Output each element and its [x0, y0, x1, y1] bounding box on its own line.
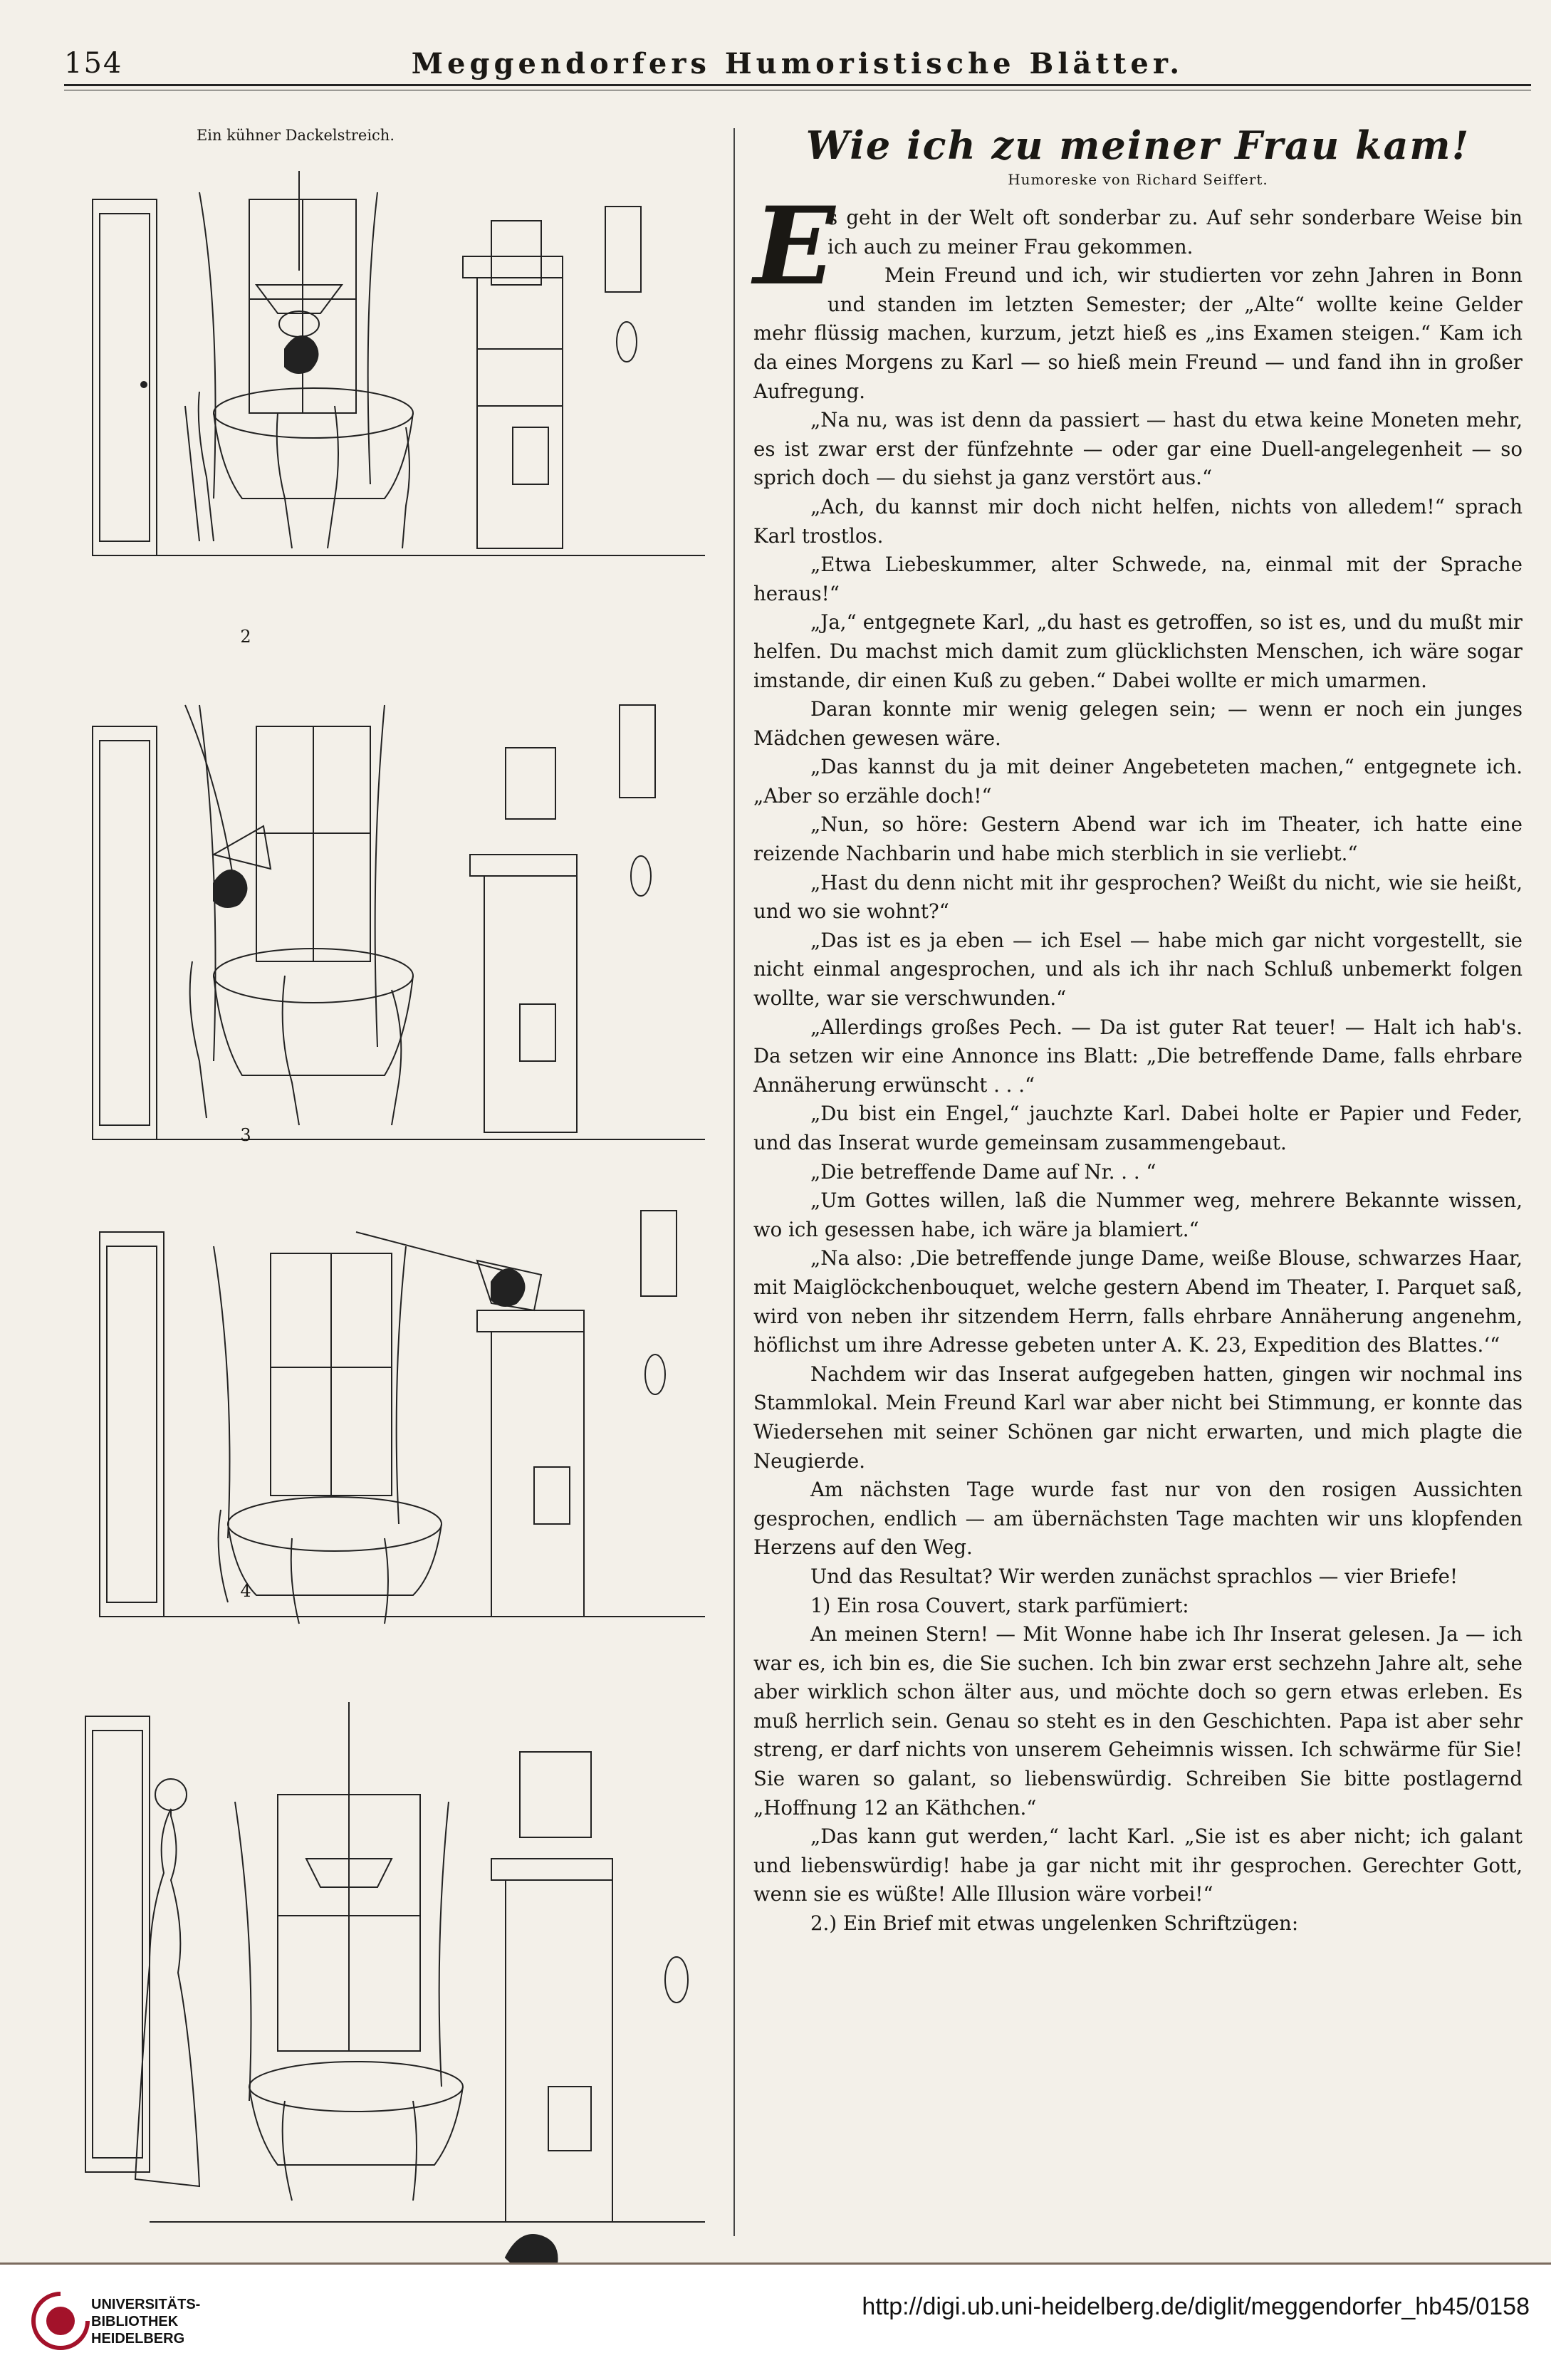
- article-body: [753, 184, 1523, 1938]
- article-column: [753, 114, 1523, 1938]
- page-header: [64, 44, 1531, 80]
- header-rule: [64, 84, 1531, 86]
- paragraph: „Das ist es ja eben — ich Esel — habe mich gar nicht vorgestellt, sie nicht einmal angesprochen, und als ich ihr nach Schluß unbemerkt folgen wollte, war sie verschwunden.“: [753, 928, 1523, 1011]
- illustration-caption: Ein kühner Dackelstreich.: [196, 127, 395, 144]
- paragraph: „Um Gottes willen, laß die Nummer weg, mehrere Bekannte wissen, wo ich gesessen habe, ich wäre ja blamiert.“: [753, 1189, 1523, 1241]
- institution-name: UNIVERSITÄTS- BIBLIOTHEK HEIDELBERG: [91, 2297, 201, 2347]
- column-divider: [733, 128, 735, 2236]
- paragraph: Mein Freund und ich, wir studierten vor zehn Jahren in Bonn und standen im letzten Semester; der „Alte“ wollte keine Gelder mehr flüssig machen, kurzum, jetzt hieß es „ins Examen steigen.“ Kam ich da eines Morgens zu Karl — so hieß mein Freund — und fand ihn in großer Aufregung.: [753, 263, 1523, 403]
- paragraph: „Nun, so höre: Gestern Abend war ich im Theater, ich hatte eine reizende Nachbarin und habe mich sterblich in sie verliebt.“: [753, 813, 1523, 866]
- paragraph: 2.) Ein Brief mit etwas ungelenken Schriftzügen:: [810, 1911, 1299, 1936]
- paragraph: „Ja,“ entgegnete Karl, „du hast es getroffen, so ist es, und du mußt mir helfen. Du machst mich damit zum glücklichsten Menschen, ich wäre sogar imstande, dir einen Kuß zu geben.“ Dabei wollte er mich umarmen.: [753, 610, 1523, 692]
- paragraph: „Das kannst du ja mit deiner Angebeteten machen,“ entgegnete ich. „Aber so erzähle doch!“: [753, 755, 1523, 808]
- paragraph: E s geht in der Welt oft sonderbar zu. Auf sehr sonderbare Weise bin ich auch zu meiner Frau gekommen.: [753, 184, 1523, 309]
- paragraph: „Ach, du kannst mir doch nicht helfen, nichts von alledem!“ sprach Karl trostlos.: [753, 494, 1523, 548]
- paragraph: Nachdem wir das Inserat aufgegeben hatten, gingen wir nochmal ins Stammlokal. Mein Freund Karl war aber nicht bei Stimmung, er konnte das Wiedersehen mit seiner Schönen gar nicht erwarten, und mich plagte die Neugierde.: [753, 1362, 1523, 1473]
- panel-number: 3: [240, 1125, 251, 1145]
- paragraph: Am nächsten Tage wurde fast nur von den rosigen Aussichten gesprochen, endlich — am übernächsten Tage machten wir uns klopfenden Herzens auf den Weg.: [753, 1478, 1523, 1560]
- comic-panel-3: [78, 1168, 719, 1652]
- paragraph: „Hast du denn nicht mit ihr gesprochen? Weißt du nicht, wie sie heißt, und wo sie wohnt?“: [753, 870, 1523, 924]
- university-seal-icon: [28, 2289, 93, 2353]
- room-scene-2: [78, 662, 719, 1189]
- paragraph: „Na also: ‚Die betreffende junge Dame, weiße Blouse, schwarzes Haar, mit Maiglöckchenbouquet, welche gestern Abend im Theater, I. Parquet saß, wird von neben ihr sitzendem Herrn, falls ehrbare Annäherung angenehm, höflichst um ihre Adresse gebeten unter A. K. 23, Expedition des Blattes.‘“: [753, 1246, 1523, 1357]
- article-title: Wie ich zu meiner Frau kam!: [805, 122, 1471, 168]
- panel-number: 2: [240, 627, 251, 647]
- paragraph: „Die betreffende Dame auf Nr. . . “: [810, 1159, 1156, 1184]
- paragraph: „Etwa Liebeskummer, alter Schwede, na, einmal mit der Sprache heraus!“: [753, 553, 1523, 605]
- paragraph: „Du bist ein Engel,“ jauchzte Karl. Dabei holte er Papier und Feder, und das Inserat wurde gemeinsam zusammengebaut.: [753, 1102, 1523, 1154]
- drop-cap: E: [753, 184, 835, 309]
- paragraph: Und das Resultat? Wir werden zunächst sprachlos — vier Briefe!: [810, 1564, 1458, 1588]
- comic-panel-4: [78, 1645, 719, 2307]
- room-scene-4: [78, 1645, 719, 2307]
- article-byline: Humoreske von Richard Seiffert.: [1008, 171, 1268, 188]
- comic-panel-2: [78, 662, 719, 1189]
- source-url[interactable]: http://digi.ub.uni-heidelberg.de/diglit/meggendorfer_hb45/0158: [862, 2293, 1530, 2320]
- panel-number: 4: [240, 1581, 251, 1601]
- paragraph: „Das kann gut werden,“ lacht Karl. „Sie ist es aber nicht; ich galant und liebenswürdig! habe ja gar nicht mit ihr gesprochen. Gerechter Gott, wenn sie es wüßte! Alle Illusion wäre vorbei!“: [753, 1825, 1523, 1906]
- page-number: 154: [64, 47, 123, 80]
- room-scene-1: [78, 171, 719, 591]
- journal-title: Meggendorfers Humoristische Blätter.: [411, 47, 1184, 80]
- library-footer: [0, 2262, 1551, 2380]
- paragraph: Daran konnte mir wenig gelegen sein; — wenn er noch ein junges Mädchen gewesen wäre.: [753, 697, 1523, 750]
- paragraph: 1) Ein rosa Couvert, stark parfümiert:: [810, 1593, 1189, 1617]
- paragraph: An meinen Stern! — Mit Wonne habe ich Ihr Inserat gelesen. Ja — ich war es, ich bin es, die Sie suchen. Ich bin zwar erst sechzehn Jahre alt, sehe aber wirklich schon älter aus, und möchte doch so gern etwas erleben. Es muß herrlich sein. Genau so steht es in den Geschichten. Papa ist aber sehr streng, er darf nichts von unserem Geheimnis wissen. Ich schwärme für Sie! Sie waren so galant, so liebenswürdig. Schreiben Sie bitte postlagernd „Hoffnung 12 an Käthchen.“: [753, 1622, 1523, 1820]
- room-scene-3: [78, 1168, 719, 1652]
- paragraph: „Allerdings großes Pech. — Da ist guter Rat teuer! — Halt ich hab's. Da setzen wir eine Annonce ins Blatt: „Die betreffende Dame, falls ehrbare Annäherung erwünscht . . .“: [753, 1015, 1523, 1097]
- paragraph: „Na nu, was ist denn da passiert — hast du etwa keine Moneten mehr, es ist zwar erst der fünfzehnte — oder gar eine Duell-angelegenheit — so sprich doch — du siehst ja ganz verstört aus.“: [753, 408, 1523, 490]
- comic-panel-1: [78, 171, 719, 591]
